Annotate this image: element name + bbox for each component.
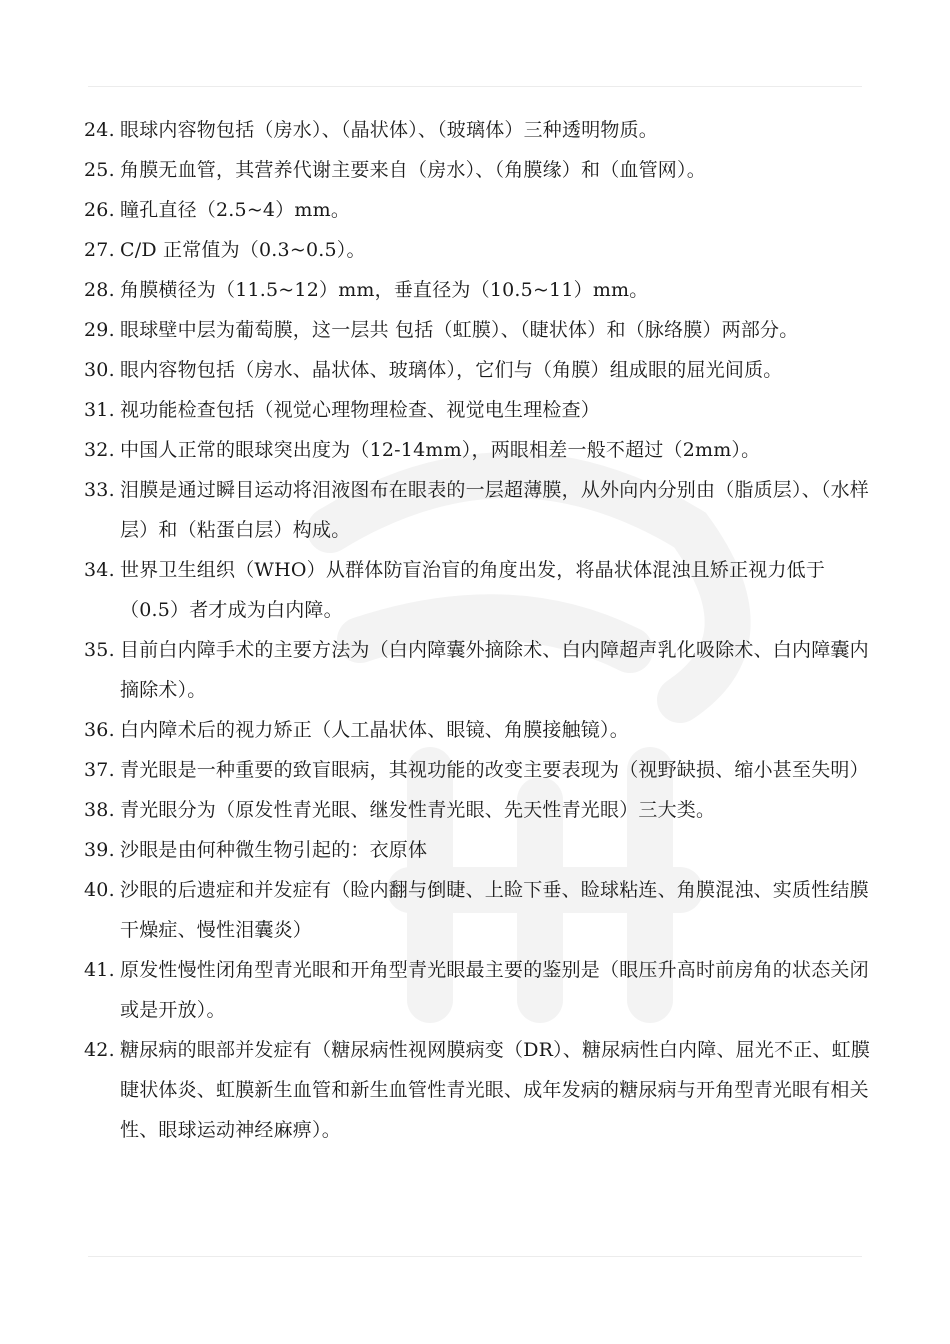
item-number: 29. [84,319,115,341]
list-item [84,150,884,190]
list-item [84,230,884,270]
item-number: 25. [84,159,115,181]
list-item [84,750,884,790]
list-item [84,1030,884,1150]
item-text: 世界卫生组织（WHO）从群体防盲治盲的角度出发，将晶状体混浊且矫正视力低于（0.5）者才成为白内障。 [120,559,826,621]
list-item [84,630,884,710]
list-item [84,710,884,750]
item-text: 眼球壁中层为葡萄膜，这一层共 包括（虹膜）、（睫状体）和（脉络膜）两部分。 [120,319,799,341]
item-text: 瞳孔直径（2.5~4）mm。 [120,199,351,221]
list-item [84,270,884,310]
list-item [84,110,884,150]
list-item [84,190,884,230]
top-rule [88,86,862,87]
item-text: 泪膜是通过瞬目运动将泪液图布在眼表的一层超薄膜，从外向内分别由（脂质层）、（水样层）和（粘蛋白层）构成。 [120,479,870,541]
bottom-rule [88,1256,862,1257]
item-text: 糖尿病的眼部并发症有（糖尿病性视网膜病变（DR）、糖尿病性白内障、屈光不正、虹膜睫状体炎、虹膜新生血管和新生血管性青光眼、成年发病的糖尿病与开角型青光眼有相关性、眼球运动神经麻痹）。 [120,1039,871,1141]
item-text: 中国人正常的眼球突出度为（12-14mm），两眼相差一般不超过（2mm）。 [120,439,761,461]
item-text: C/D 正常值为（0.3~0.5）。 [120,239,366,261]
item-text: 角膜无血管，其营养代谢主要来自（房水）、（角膜缘）和（血管网）。 [120,159,706,181]
item-number: 38. [84,799,115,821]
item-number: 32. [84,439,115,461]
item-text: 眼内容物包括（房水、晶状体、玻璃体），它们与（角膜）组成眼的屈光间质。 [120,359,783,381]
item-number: 31. [84,399,115,421]
item-text: 视功能检查包括（视觉心理物理检查、视觉电生理检查） [120,399,601,421]
list-item [84,310,884,350]
item-number: 41. [84,959,115,981]
question-list [84,110,884,1150]
item-text: 沙眼的后遗症和并发症有（睑内翻与倒睫、上睑下垂、睑球粘连、角膜混浊、实质性结膜干燥症、慢性泪囊炎） [120,879,869,941]
item-text: 青光眼分为（原发性青光眼、继发性青光眼、先天性青光眼）三大类。 [120,799,716,821]
list-item [84,790,884,830]
item-text: 青光眼是一种重要的致盲眼病，其视功能的改变主要表现为（视野缺损、缩小甚至失明） [120,759,869,781]
item-text: 目前白内障手术的主要方法为（白内障囊外摘除术、白内障超声乳化吸除术、白内障囊内摘除术）。 [120,639,869,701]
list-item [84,950,884,1030]
item-number: 37. [84,759,115,781]
item-number: 28. [84,279,115,301]
item-text: 眼球内容物包括（房水）、（晶状体）、（玻璃体）三种透明物质。 [120,119,659,141]
item-number: 40. [84,879,115,901]
list-item [84,350,884,390]
item-text: 白内障术后的视力矫正（人工晶状体、眼镜、角膜接触镜）。 [120,719,629,741]
list-item [84,470,884,550]
item-number: 33. [84,479,115,501]
item-text: 原发性慢性闭角型青光眼和开角型青光眼最主要的鉴别是（眼压升高时前房角的状态关闭或是开放）。 [120,959,869,1021]
item-number: 35. [84,639,115,661]
item-number: 42. [84,1039,115,1061]
list-item [84,390,884,430]
item-number: 34. [84,559,115,581]
item-text: 角膜横径为（11.5~12）mm，垂直径为（10.5~11）mm。 [120,279,649,301]
item-number: 24. [84,119,115,141]
item-number: 36. [84,719,115,741]
list-item [84,550,884,630]
list-item [84,830,884,870]
item-number: 27. [84,239,115,261]
item-number: 39. [84,839,115,861]
list-item [84,430,884,470]
item-number: 26. [84,199,115,221]
item-number: 30. [84,359,115,381]
item-text: 沙眼是由何种微生物引起的：衣原体 [120,839,428,861]
list-item [84,870,884,950]
